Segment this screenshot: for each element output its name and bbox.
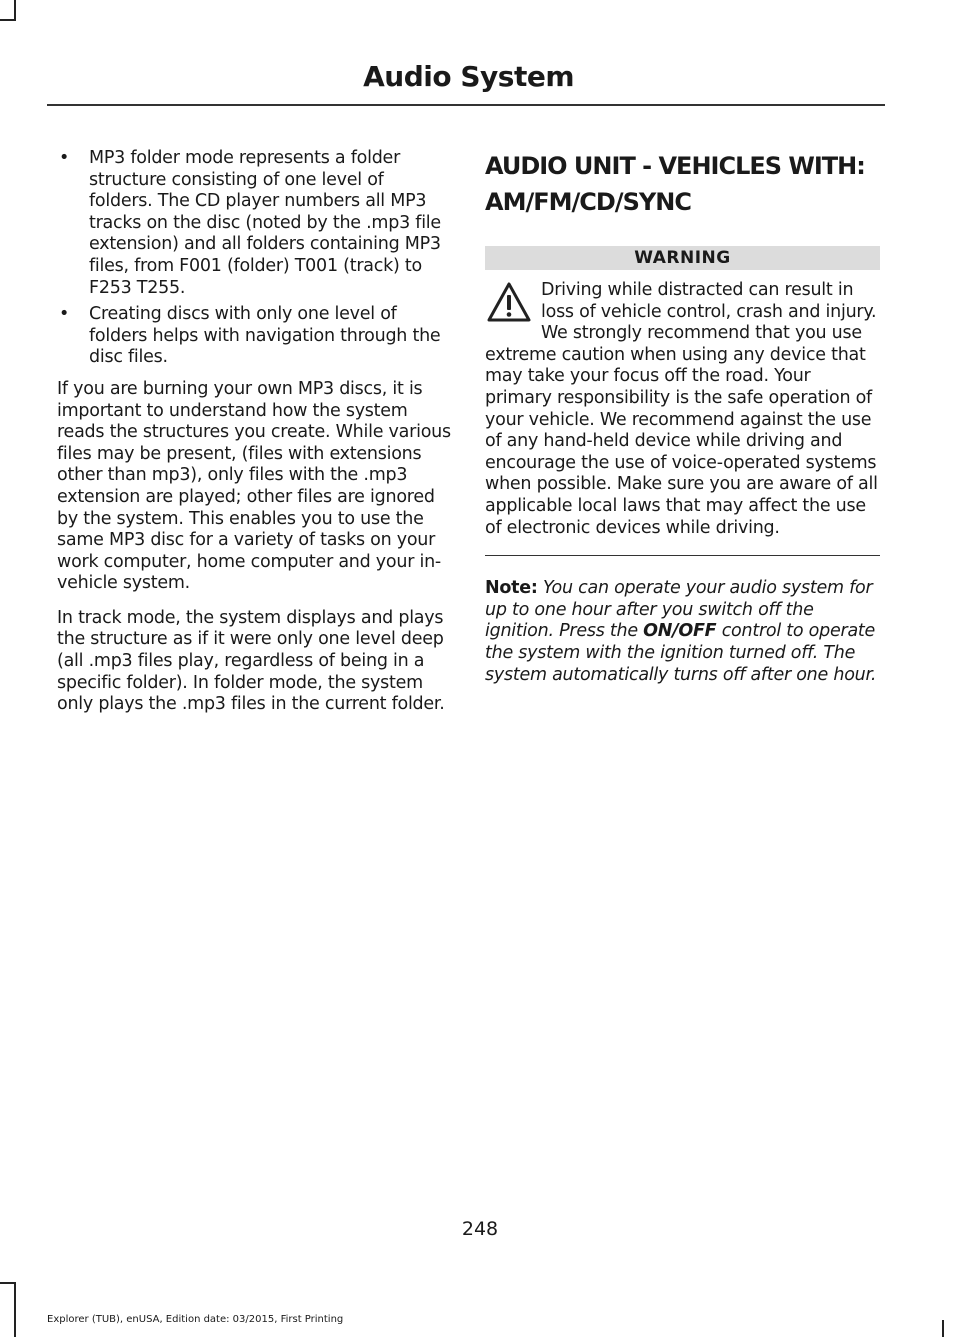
crop-mark-bottom-left-h bbox=[0, 1282, 16, 1284]
crop-mark-top-left-v bbox=[14, 0, 16, 20]
crop-mark-bottom-left-v bbox=[14, 1282, 16, 1337]
section-heading bbox=[485, 148, 880, 220]
body-paragraph: If you are burning your own MP3 discs, it is important to understand how the system reads the structures you create. While various files may be present, (files with extensions other than mp3), only files with the .mp3 extension are played; other files are ignored by the system. This enables you to use the same MP3 disc for a variety of tasks on your work computer, home computer and your in-vehicle system. bbox=[57, 378, 451, 594]
list-item bbox=[57, 148, 451, 299]
warning-label: WARNING bbox=[485, 246, 880, 270]
edition-info: Explorer (TUB), enUSA, Edition date: 03/2015, First Printing bbox=[47, 1314, 344, 1325]
warning-text: Driving while distracted can result in loss of vehicle control, crash and injury. We strongly recommend that you use extreme caution when using any device that may take your focus off the road. Your primary responsibility is the safe operation of your vehicle. We recommend against the use of any hand-held device while driving and encourage the use of voice-operated systems when possible. Make sure you are aware of all applicable local laws that may affect the use of electronic devices while driving. bbox=[485, 280, 878, 538]
page-title: Audio System bbox=[363, 60, 574, 93]
body-paragraph: In track mode, the system displays and plays the structure as if it were only one level deep (all .mp3 files play, regardless of being in a specific folder). In folder mode, the system only plays the .mp3 files in the current folder. bbox=[57, 607, 445, 715]
warning-triangle-icon bbox=[485, 280, 533, 324]
note-label: Note: bbox=[485, 578, 538, 599]
list-item bbox=[57, 304, 451, 369]
bullet-text: Creating discs with only one level of folders helps with navigation through the disc files. bbox=[89, 304, 441, 368]
section-heading-line: AM/FM/CD/SYNC bbox=[485, 188, 691, 216]
page-number: 248 bbox=[461, 1218, 499, 1240]
bullet-symbol: • bbox=[59, 304, 70, 325]
bullet-list bbox=[57, 148, 451, 369]
left-column bbox=[57, 148, 451, 729]
right-column bbox=[485, 148, 880, 686]
crop-mark-bottom-right-v bbox=[942, 1320, 944, 1337]
section-heading-line: AUDIO UNIT - VEHICLES WITH: bbox=[485, 152, 865, 180]
header-rule bbox=[47, 104, 885, 106]
control-name: ON/OFF bbox=[643, 621, 717, 642]
bullet-symbol: • bbox=[59, 148, 70, 168]
bullet-text: MP3 folder mode represents a folder structure consisting of one level of folders. The CD player numbers all MP3 tracks on the disc (noted by the .mp3 file extension) and all folders containing MP3 files, from F001 (folder) T001 (track) to F253 T255. bbox=[89, 148, 441, 298]
warning-rule bbox=[485, 555, 880, 556]
note-text: control to operate the system with the ignition turned off. The system automatically turns off after one hour. bbox=[485, 621, 877, 685]
crop-mark-top-left-h bbox=[0, 19, 16, 21]
note bbox=[485, 578, 880, 686]
note-text: You can operate your audio system for up to one hour after you switch off the ignition. Press the bbox=[485, 578, 873, 642]
warning-box bbox=[485, 280, 880, 539]
